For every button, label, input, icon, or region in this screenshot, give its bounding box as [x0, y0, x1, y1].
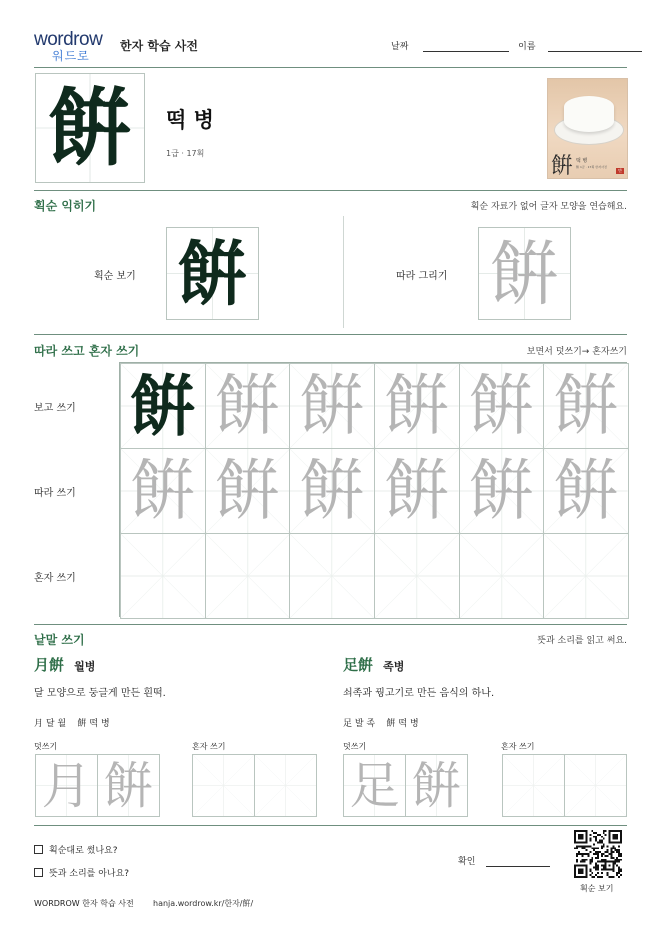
grid-guide [206, 534, 290, 618]
practice-section-title: 따라 쓰고 혼자 쓰기 [34, 344, 140, 358]
practice-row-label: 보고 쓰기 [34, 403, 76, 414]
practice-cell[interactable] [205, 533, 291, 619]
grid-guide [290, 534, 374, 618]
practice-cell[interactable] [120, 363, 206, 449]
word-2-trace-box-2[interactable] [405, 754, 468, 817]
word-2-trace-char: 餠 [411, 756, 462, 815]
entry-photo [547, 78, 628, 179]
trace-char: 餠 [468, 367, 535, 444]
word-2-chars: 足 발 족 餠 떡 병 [343, 719, 419, 729]
word-1-header [34, 654, 95, 675]
main-char-box [35, 73, 145, 183]
trace-char: 餠 [383, 452, 450, 529]
word-1-alone-box-2[interactable] [254, 754, 317, 817]
main-char: 餠 [47, 78, 132, 177]
word-2-hanja: 足餠 [343, 656, 374, 674]
grid-guide [193, 755, 254, 816]
stroke-section-note: 획순 자료가 없어 글자 모양을 연습해요. [470, 202, 627, 212]
header-title: 한자 학습 사전 [120, 39, 198, 53]
words-section-note: 뜻과 소리를 읽고 써요. [537, 636, 627, 646]
word-1-trace-box-2[interactable] [97, 754, 160, 817]
footer-url[interactable]: hanja.wordrow.kr/한자/餠/ [153, 899, 254, 908]
word-2-reading: 족병 [383, 660, 405, 673]
practice-cell[interactable] [120, 533, 206, 619]
stroke-section-title: 획순 익히기 [34, 199, 97, 213]
rice-cake-shape [564, 96, 614, 132]
logo[interactable] [34, 30, 116, 66]
practice-cell[interactable] [459, 448, 545, 534]
practice-cell[interactable] [543, 533, 629, 619]
trace-char: 餠 [299, 367, 366, 444]
word-2-trace-char: 足 [349, 756, 400, 815]
stroke-divider [34, 334, 627, 335]
stroke-column-divider [343, 216, 344, 328]
word-2-header [343, 654, 404, 675]
trace-char: 餠 [383, 367, 450, 444]
word-2-meaning: 쇠족과 꿩고기로 만든 음식의 하나. [343, 688, 495, 699]
word-1-reading: 월병 [74, 660, 96, 673]
practice-cell[interactable] [205, 448, 291, 534]
stroke-view-char: 餠 [177, 231, 248, 315]
words-section-title: 낱말 쓰기 [34, 633, 85, 647]
entry-divider [34, 190, 627, 191]
word-2-trace-box-1[interactable] [343, 754, 406, 817]
practice-cell[interactable] [459, 363, 545, 449]
word-2-trace-label: 덧쓰기 [343, 742, 367, 751]
trace-char: 餠 [468, 452, 535, 529]
date-label: 날짜 [391, 42, 409, 52]
header-divider [34, 67, 627, 68]
word-2-alone-box-1[interactable] [502, 754, 565, 817]
practice-cell[interactable] [120, 448, 206, 534]
practice-cell[interactable] [289, 363, 375, 449]
grid-guide [121, 534, 205, 618]
word-1-hanja: 月餠 [34, 656, 65, 674]
entry-reading: 떡 병 [166, 108, 214, 132]
practice-divider [34, 624, 627, 625]
trace-char: 餠 [553, 452, 620, 529]
word-1-trace-char: 餠 [103, 756, 154, 815]
trace-char: 餠 [214, 367, 281, 444]
grid-guide [503, 755, 564, 816]
grid-guide [375, 534, 459, 618]
footer-brand: WORDROW 한자 학습 사전 [34, 899, 134, 908]
practice-cell[interactable] [289, 448, 375, 534]
stroke-view-box [166, 227, 259, 320]
word-2-alone-box-2[interactable] [564, 754, 627, 817]
name-label: 이름 [518, 42, 536, 52]
confirm-field[interactable] [486, 857, 550, 867]
name-field[interactable] [548, 42, 642, 52]
checklist-label: 획순대로 썼나요? [49, 846, 118, 856]
photo-caption-sub: 餠 1급 · 17획 한자사전 [576, 165, 607, 169]
practice-cell[interactable] [374, 533, 460, 619]
practice-cell[interactable] [543, 448, 629, 534]
word-1-trace-label: 덧쓰기 [34, 742, 58, 751]
word-1-trace-char: 月 [41, 756, 92, 815]
stroke-trace-label: 따라 그리기 [396, 271, 448, 282]
trace-char: 餠 [129, 452, 196, 529]
stroke-view-label: 획순 보기 [94, 271, 136, 282]
word-1-meaning: 달 모양으로 둥글게 만든 흰떡. [34, 688, 166, 699]
practice-cell[interactable] [374, 448, 460, 534]
word-1-chars: 月 달 월 餠 떡 병 [34, 719, 110, 729]
practice-cell[interactable] [543, 363, 629, 449]
practice-row-label: 혼자 쓰기 [34, 573, 76, 584]
grid-guide [460, 534, 544, 618]
date-field[interactable] [423, 42, 509, 52]
practice-cell[interactable] [374, 363, 460, 449]
practice-row-label: 따라 쓰기 [34, 488, 76, 499]
practice-cell[interactable] [205, 363, 291, 449]
word-1-trace-box-1[interactable] [35, 754, 98, 817]
logo-wordmark: wordrow [34, 29, 103, 50]
stroke-trace-box[interactable] [478, 227, 571, 320]
practice-cell[interactable] [459, 533, 545, 619]
practice-cell[interactable] [289, 533, 375, 619]
word-2-alone-label: 혼자 쓰기 [501, 742, 535, 751]
checkbox-icon[interactable] [34, 868, 43, 877]
grid-guide [565, 755, 626, 816]
grid-guide [255, 755, 316, 816]
qr-label: 획순 보기 [580, 884, 614, 893]
entry-meta: 1급 · 17획 [166, 149, 205, 158]
trace-char: 餠 [299, 452, 366, 529]
photo-caption-text: 떡 병 [576, 158, 588, 164]
trace-char: 餠 [553, 367, 620, 444]
words-divider [34, 825, 627, 826]
stroke-trace-char: 餠 [489, 232, 560, 315]
checklist-item[interactable] [34, 843, 118, 856]
checklist-item[interactable] [34, 866, 129, 879]
model-char: 餠 [129, 367, 196, 445]
word-1-alone-label: 혼자 쓰기 [192, 742, 226, 751]
practice-section-note: 보면서 덧쓰기→ 혼자쓰기 [526, 347, 627, 357]
confirm-label: 확인 [458, 857, 476, 867]
trace-char: 餠 [214, 452, 281, 529]
photo-caption-char: 餠 [551, 154, 574, 179]
checkbox-icon[interactable] [34, 845, 43, 854]
logo-korean: 워드로 [52, 49, 90, 63]
practice-grid [119, 362, 627, 617]
grid-guide [544, 534, 628, 618]
word-1-alone-box-1[interactable] [192, 754, 255, 817]
photo-badge: 만 [618, 168, 622, 173]
qr-code-icon[interactable] [574, 830, 622, 878]
checklist-label: 뜻과 소리를 아나요? [49, 869, 130, 879]
